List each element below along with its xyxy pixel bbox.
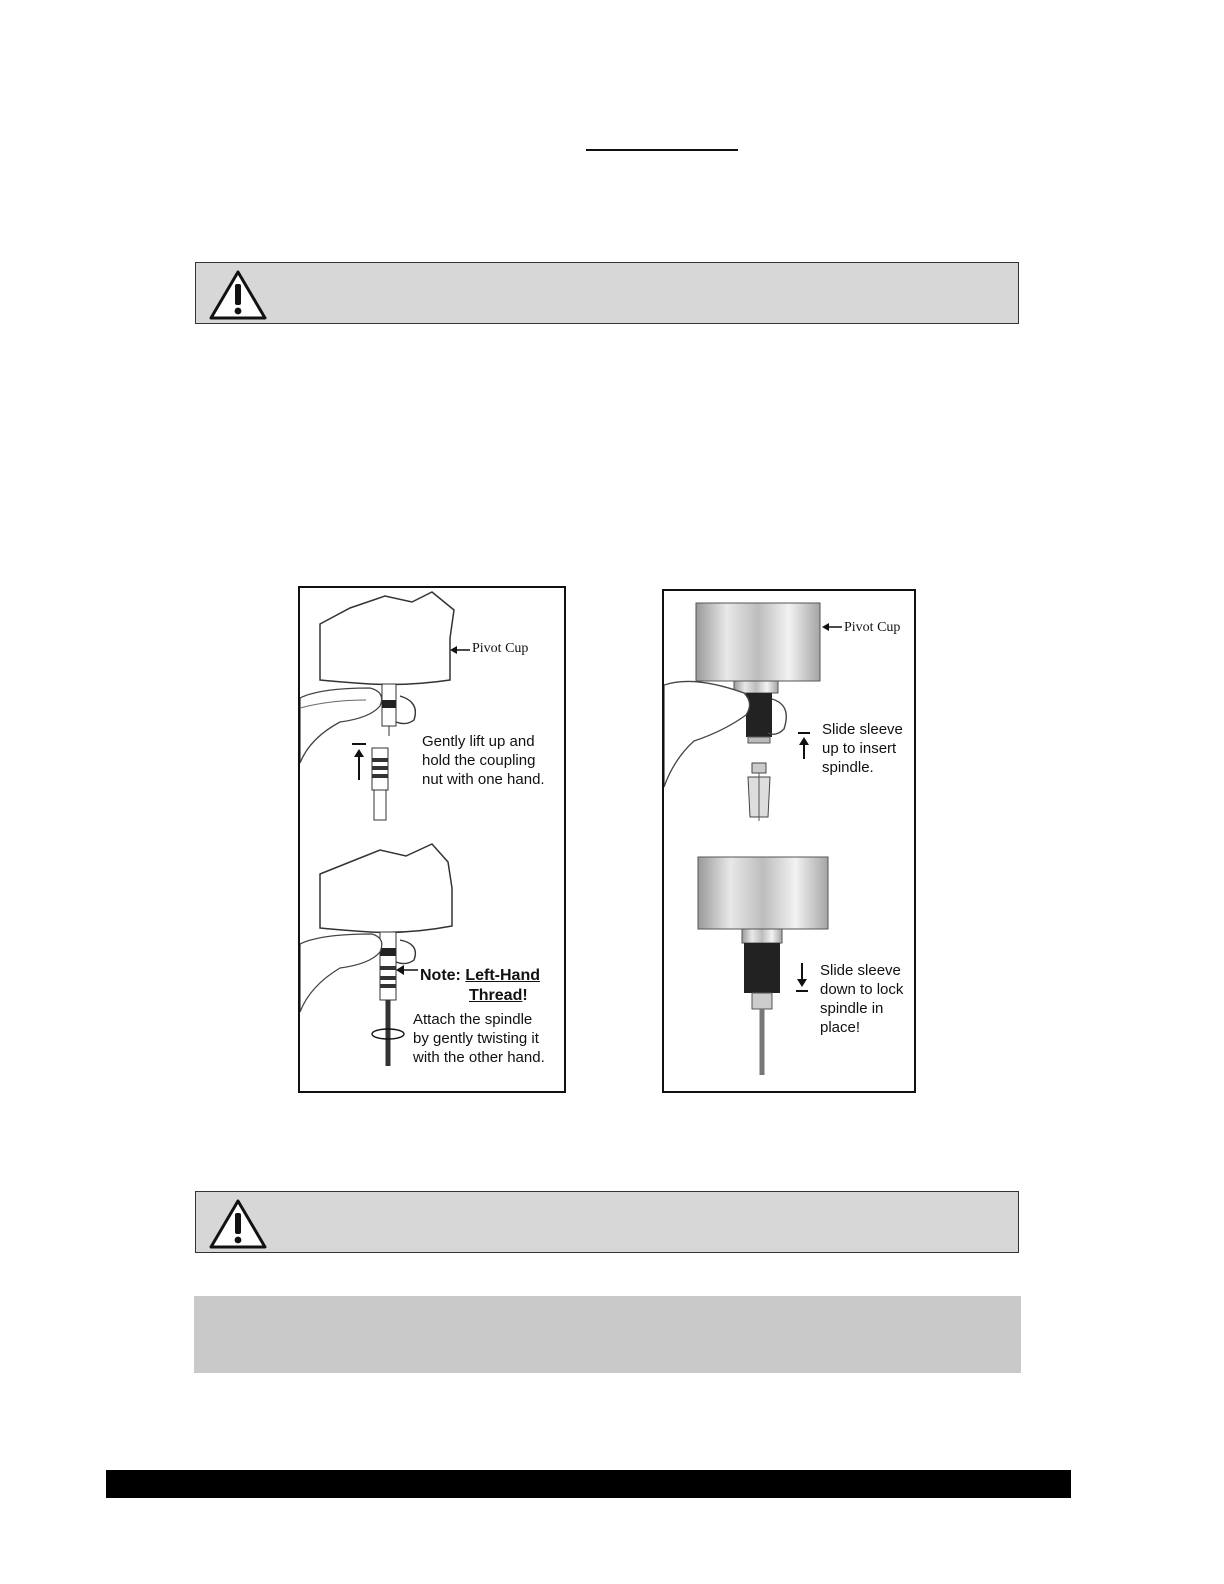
caption-line: Gently lift up and: [422, 733, 535, 750]
caption-line: spindle.: [822, 759, 874, 776]
note-suffix: !: [522, 987, 528, 1004]
figure-left-attach-spindle: [298, 586, 566, 1093]
caption-attach-spindle: [413, 1010, 545, 1067]
caption-line: nut with one hand.: [422, 771, 545, 788]
figure-right-sleeve: [662, 589, 916, 1093]
note-panel: [194, 1296, 1021, 1373]
note-prefix: Note:: [420, 967, 461, 984]
note-emphasis-left-hand: Left-Hand: [465, 967, 540, 984]
caption-lift-coupling: [422, 732, 545, 789]
pivot-cup-label: Pivot Cup: [472, 641, 529, 656]
caption-line: down to lock: [820, 981, 904, 998]
caption-line: up to insert: [822, 740, 897, 757]
caption-line: with the other hand.: [413, 1049, 545, 1066]
warning-box-bottom: [195, 1191, 1019, 1253]
caption-line: Slide sleeve: [822, 721, 903, 738]
note-emphasis-thread: Thread: [469, 987, 523, 1004]
footer-bar: [106, 1470, 1071, 1498]
warning-triangle-icon: [208, 269, 268, 321]
left-hand-thread-note-line2: [469, 986, 528, 1005]
pivot-cup-label: Pivot Cup: [844, 620, 901, 635]
warning-box-top: [195, 262, 1019, 324]
left-hand-thread-note: [420, 966, 540, 985]
caption-line: spindle in: [820, 1000, 884, 1017]
caption-line: hold the coupling: [422, 752, 536, 769]
caption-line: Slide sleeve: [820, 962, 901, 979]
caption-slide-down: [820, 961, 903, 1037]
title-underline: [586, 149, 738, 151]
caption-slide-up: [822, 720, 903, 777]
caption-line: place!: [820, 1019, 861, 1036]
warning-triangle-icon: [208, 1198, 268, 1250]
caption-line: Attach the spindle: [413, 1011, 533, 1028]
caption-line: by gently twisting it: [413, 1030, 539, 1047]
